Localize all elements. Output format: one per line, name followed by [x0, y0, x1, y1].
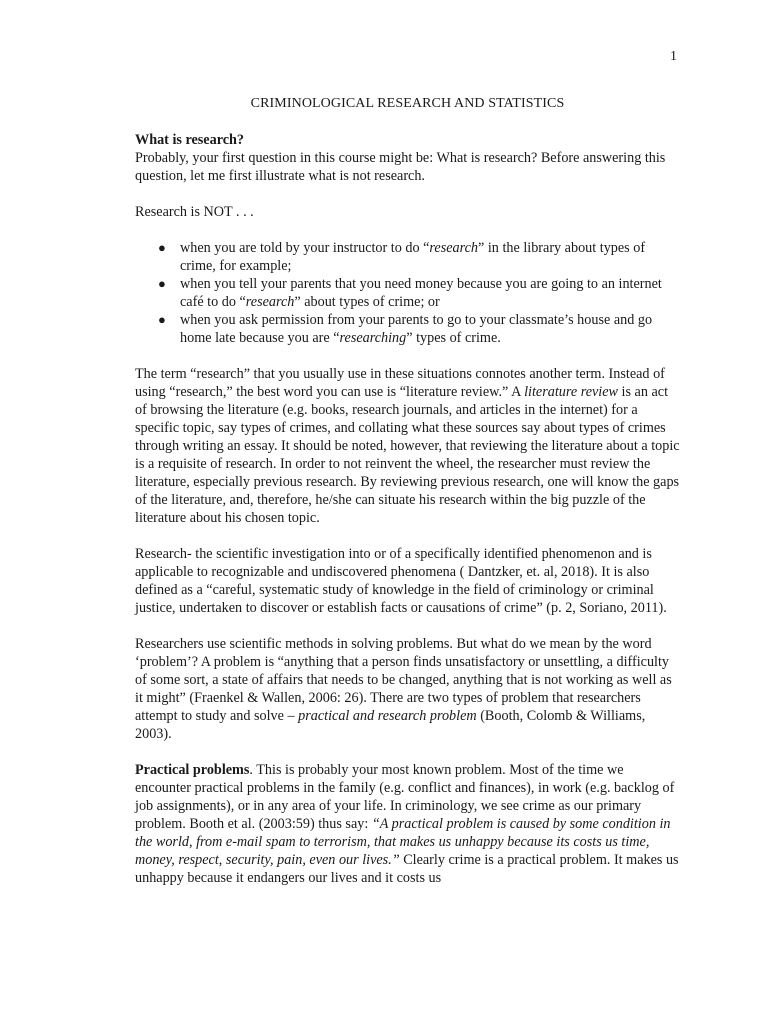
list-item-text-before: when you tell your parents that you need money because you are going to an internet café to do “	[180, 276, 662, 310]
list-item-emphasis: research	[245, 294, 295, 310]
booth-quote: “A practical problem is caused by some condition in the world, from e-mail spam to terrorism, that makes us unhappy because its costs us time, money, respect, security, pain, even our lives.”	[135, 816, 671, 868]
page-number: 1	[670, 49, 677, 64]
list-item	[135, 275, 680, 311]
paragraph-text: is an act of browsing the literature (e.g. books, research journals, and articles in the internet) for a specific topic, say types of crimes, and collating what these sources say about types of crimes through writing an essay. It should be noted, however, that reviewing the literature about a topic is a requisite of research. In order to not reinvent the wheel, the researcher must review the literature, especially previous research. By reviewing previous research, one will know the gaps of the literature, and, therefore, he/she can situate his research within the big puzzle of the literature about his chosen topic.	[135, 384, 680, 526]
paragraph-text: Clearly crime is a practical problem. It makes us unhappy because it endangers our lives and it costs us	[135, 852, 679, 886]
list-item-text-after: ” in the library about types of crime, for example;	[180, 240, 646, 274]
practical-problems-label: Practical problems	[135, 762, 250, 778]
list-item-text-before: when you are told by your instructor to do “	[180, 240, 430, 256]
list-item-text-after: ” types of crime.	[406, 330, 501, 346]
not-research-list	[135, 239, 680, 347]
list-item-emphasis: researching	[339, 330, 407, 346]
bullet-icon: ●	[158, 276, 166, 291]
research-definition-paragraph: Research- the scientific investigation into or of a specifically identified phenomenon and is applicable to recognizable and undiscovered phenomena ( Dantzker, et. al, 2018). It is also defined as a “careful, systematic study of knowledge in the field of criminology or criminal justice, undertaken to discover or establish facts or causations of crime” (p. 2, Soriano, 2011).	[135, 546, 667, 616]
document-body	[135, 95, 680, 905]
list-item-emphasis: research	[429, 240, 479, 256]
bullet-icon: ●	[158, 240, 166, 255]
problems-paragraph	[135, 635, 680, 743]
list-item	[135, 239, 680, 275]
practical-problems-paragraph	[135, 761, 680, 887]
problem-types-emphasis: practical and research problem	[298, 708, 477, 724]
list-item-text-before: when you ask permission from your parents to go to your classmate’s house and go home late because you are “	[180, 312, 653, 346]
paragraph-text: The term “research” that you usually use in these situations connotes another term. Instead of using “research,” the best word you can use is “literature review.” A	[135, 366, 665, 400]
intro-paragraph: Probably, your first question in this course might be: What is research? Before answering this question, let me first illustrate what is not research.	[135, 150, 666, 184]
list-item	[135, 311, 680, 347]
paragraph-text: . This is probably your most known problem. Most of the time we encounter practical problems in the family (e.g. conflict and finances), in work (e.g. backlog of job assignments), or in any area of your life. In criminology, we see crime as our primary problem. Booth et al. (2003:59) thus say:	[135, 762, 675, 832]
document-title: CRIMINOLOGICAL RESEARCH AND STATISTICS	[250, 96, 565, 111]
list-item-text-after: ” about types of crime; or	[294, 294, 440, 310]
bullet-icon: ●	[158, 312, 166, 327]
paragraph-text: (Booth, Colomb & Williams, 2003).	[135, 708, 646, 742]
term-literature-review: literature review	[524, 384, 618, 400]
not-research-label: Research is NOT . . .	[135, 204, 254, 220]
paragraph-text: Researchers use scientific methods in solving problems. But what do we mean by the word ‘problem’? A problem is “anything that a person finds unsatisfactory or unsettling, a difficulty of some sort, a state of affairs that needs to be changed, anything that is not working as well as it might” (Fraenkel & Wallen, 2006: 26). There are two types of problem that researchers attempt to study and solve –	[135, 636, 672, 724]
literature-review-paragraph	[135, 365, 680, 527]
section-heading: What is research?	[135, 132, 245, 148]
